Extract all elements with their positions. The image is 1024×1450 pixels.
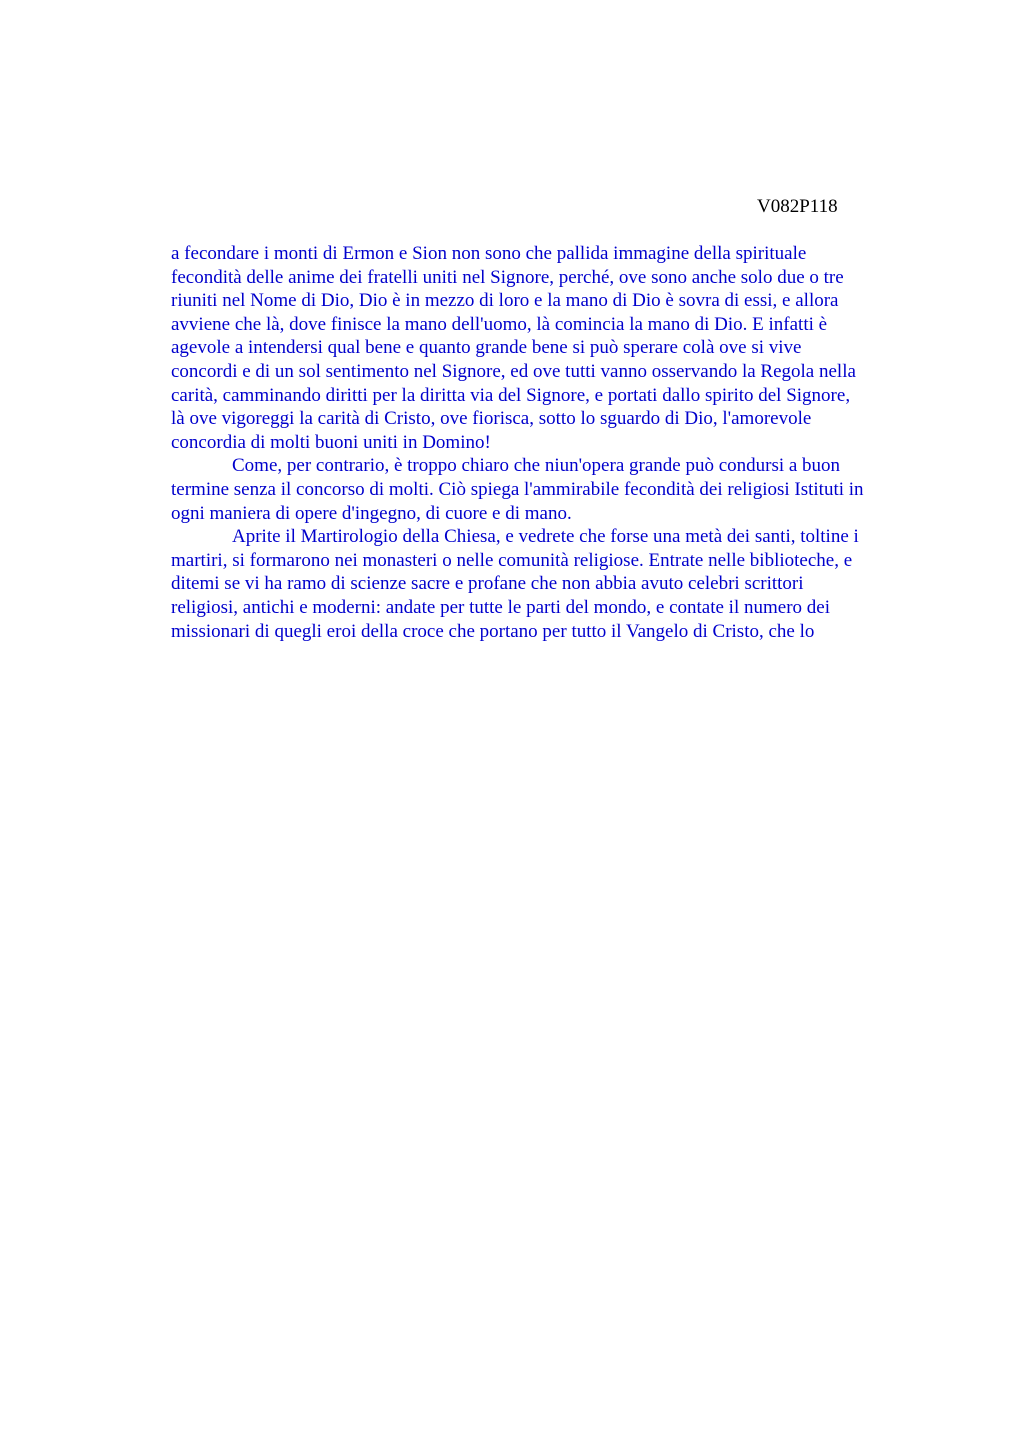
text-line: termine senza il concorso di molti. Ciò spiega l'ammirabile fecondità dei religiosi Istituti in bbox=[171, 478, 864, 500]
text-line: fecondità delle anime dei fratelli uniti nel Signore, perché, ove sono anche solo due o tre bbox=[171, 266, 844, 288]
text-line: avviene che là, dove finisce la mano dell'uomo, là comincia la mano di Dio. E infatti è bbox=[171, 313, 828, 335]
text-line: religiosi, antichi e moderni: andate per tutte le parti del mondo, e contate il numero dei bbox=[171, 596, 830, 618]
text-line-indented: Come, per contrario, è troppo chiaro che niun'opera grande può condursi a buon bbox=[232, 455, 841, 477]
text-line: missionari di quegli eroi della croce che portano per tutto il Vangelo di Cristo, che lo bbox=[171, 620, 815, 642]
text-line: martiri, si formarono nei monasteri o nelle comunità religiose. Entrate nelle biblioteche, e bbox=[171, 549, 853, 571]
text-line: ditemi se vi ha ramo di scienze sacre e profane che non abbia avuto celebri scrittori bbox=[171, 573, 804, 595]
text-line: agevole a intendersi qual bene e quanto grande bene si può sperare colà ove si vive bbox=[171, 337, 802, 359]
page-code: V082P118 bbox=[757, 196, 838, 217]
text-line: riuniti nel Nome di Dio, Dio è in mezzo di loro e la mano di Dio è sovra di essi, e allora bbox=[171, 290, 839, 312]
text-line: là ove vigoreggi la carità di Cristo, ove fiorisca, sotto lo sguardo di Dio, l'amorevole bbox=[171, 408, 812, 430]
text-line-indented: Aprite il Martirologio della Chiesa, e vedrete che forse una metà dei santi, toltine i bbox=[232, 526, 859, 548]
text-line: concordia di molti buoni uniti in Domino! bbox=[171, 431, 491, 453]
text-line: concordi e di un sol sentimento nel Signore, ed ove tutti vanno osservando la Regola nella bbox=[171, 360, 856, 382]
text-line: carità, camminando diritti per la diritta via del Signore, e portati dallo spirito del Signore, bbox=[171, 384, 851, 406]
text-line: a fecondare i monti di Ermon e Sion non sono che pallida immagine della spirituale bbox=[171, 243, 807, 264]
body-text bbox=[171, 242, 931, 643]
text-line: ogni maniera di opere d'ingegno, di cuore e di mano. bbox=[171, 502, 572, 524]
